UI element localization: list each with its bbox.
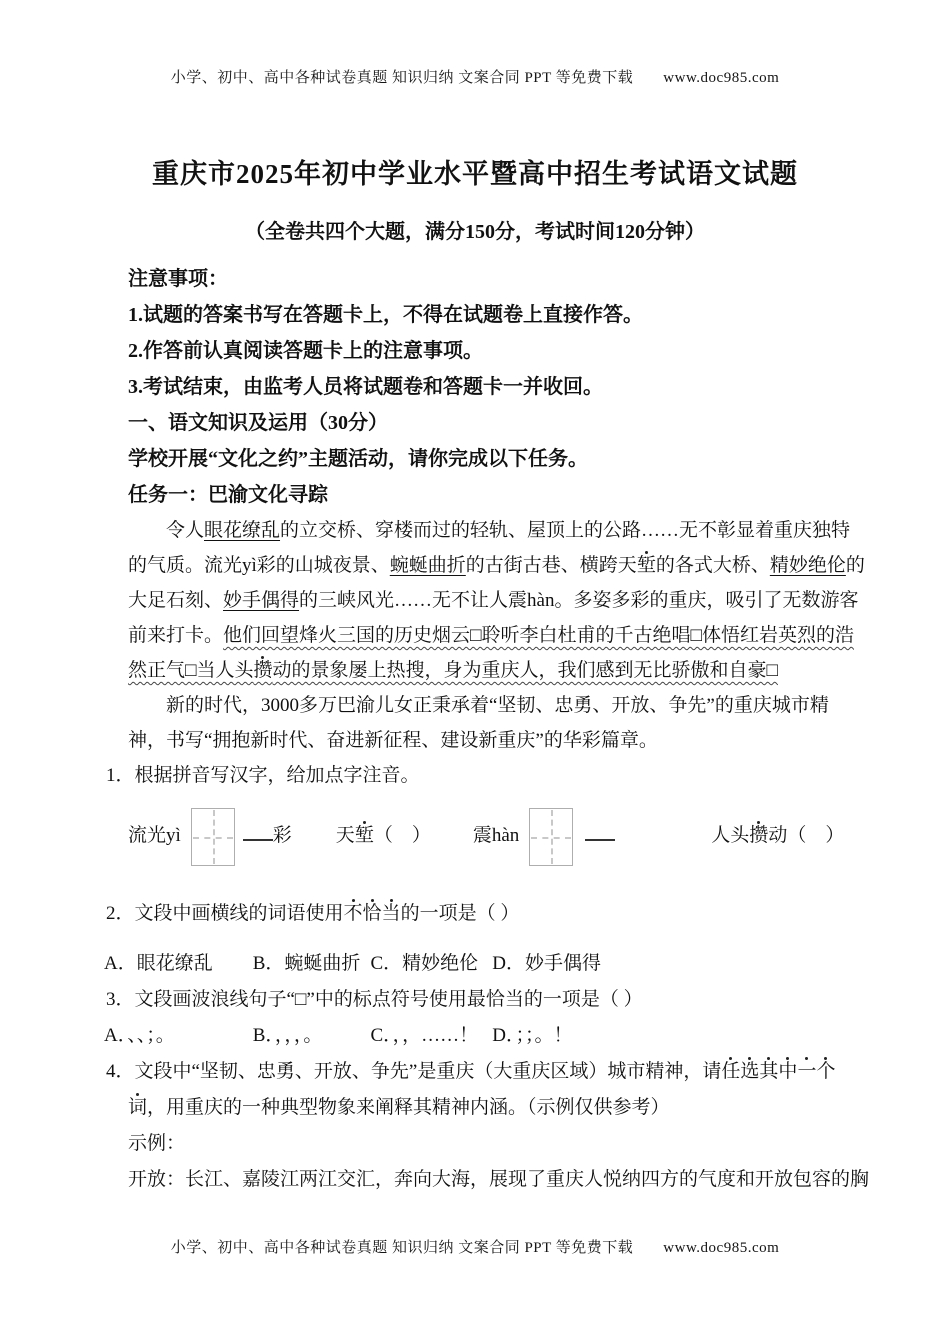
text-segment: 震hàn: [472, 825, 520, 846]
answer-blank: [243, 836, 273, 841]
text-segment: 堑: [354, 825, 374, 846]
section1-intro: 学校开展“文化之约”主题活动，请你完成以下任务。: [128, 448, 588, 470]
text-segment: 的古街古巷、横跨天: [465, 555, 637, 576]
text-segment: 然正气□当人头: [128, 660, 254, 681]
notice-item-1: 1.试题的答案书写在答题卡上，不得在试题卷上直接作答。: [128, 304, 643, 326]
exam-subtitle: （全卷共四个大题，满分150分，考试时间120分钟）: [245, 221, 705, 243]
text-segment: 他们回望烽火三国的历史烟云□聆听李白杜甫的千古绝唱□体悟红岩英烈的浩: [223, 625, 854, 646]
footer-site-url[interactable]: www.doc985.com: [663, 1240, 780, 1256]
question-4-example-text: 开放：长江、嘉陵江两江交汇，奔向大海，展现了重庆人悦纳四方的气度和开放包容的胸: [128, 1169, 870, 1190]
footer-tagline: 小学、初中、高中各种试卷真题 知识归纳 文案合同 PPT 等免费下载: [170, 1240, 634, 1256]
text-segment: 堑: [636, 555, 656, 576]
text-segment: 神，书写“拥抱新时代、奋进新征程、建设新重庆”的华彩篇章。: [128, 730, 658, 751]
passage-line: [128, 583, 859, 618]
text-segment: 的一项是（ ）: [400, 903, 520, 924]
text-segment: 的三峡风光……无不让人震hàn。多姿多彩的重庆，吸引了无数游客: [299, 590, 859, 611]
notice-heading: 注意事项：: [128, 268, 228, 290]
text-segment: 的气质。流光yì彩的山城夜景、: [128, 555, 390, 576]
section1-heading: 一、语文知识及运用（30分）: [128, 412, 388, 434]
text-segment: 人头: [711, 825, 750, 846]
text-segment: 流光yì: [128, 825, 181, 846]
notice-item-2: 2.作答前认真阅读答题卡上的注意事项。: [128, 340, 483, 362]
text-segment: （ ）: [373, 825, 431, 846]
text-segment: 令人: [166, 520, 205, 541]
writing-grid-box: [191, 808, 235, 866]
passage-line: [128, 653, 822, 688]
q2-option-d: D．妙手偶得: [492, 953, 601, 974]
text-segment: 4．文段中“坚韧、忠勇、开放、争先”是重庆（大重庆区域）城市精神，请: [106, 1061, 722, 1082]
text-segment: ，用重庆的一种典型物象来阐释其精神内涵。（示例仅供参考）: [147, 1097, 670, 1118]
text-segment: 大足石刻、: [128, 590, 224, 611]
passage-line: [128, 548, 865, 583]
text-segment: 动（ ）: [768, 825, 845, 846]
q3-option-d: D．；；。！: [492, 1025, 573, 1046]
task1-heading: 任务一：巴渝文化寻踪: [128, 484, 328, 506]
text-segment: 3．文段画波浪线句子“□”中的标点符号使用最恰当的一项是（ ）: [106, 989, 643, 1010]
page-footer: [0, 1236, 950, 1257]
question-3-options: [104, 1018, 822, 1054]
q3-option-b: B．，，，。: [252, 1025, 323, 1046]
text-segment: 天: [335, 825, 355, 846]
answer-blank: [585, 836, 615, 841]
text-segment: 的各式大桥、: [655, 555, 770, 576]
text-segment: 词: [128, 1097, 148, 1118]
text-segment: 2．文段中画横线的词语使用: [106, 903, 344, 924]
text-segment: 攒: [253, 660, 273, 681]
passage-line: [128, 513, 851, 548]
question-4-example-label: 示例：: [128, 1133, 186, 1154]
text-segment: 精妙绝伦: [769, 555, 846, 576]
question-2-stem: [106, 896, 822, 932]
q2-option-b: B．蜿蜒曲折: [252, 953, 361, 974]
q3-option-c: C．，，……！: [370, 1025, 479, 1046]
reading-passage-para1: [128, 513, 865, 688]
passage-line: [128, 688, 829, 723]
notice-item-3: 3.考试结束，由监考人员将试题卷和答题卡一并收回。: [128, 376, 603, 398]
text-segment: 彩: [272, 825, 292, 846]
question-1-answer-row: [128, 794, 845, 878]
header-tagline: 小学、初中、高中各种试卷真题 知识归纳 文案合同 PPT 等免费下载: [170, 70, 634, 86]
question-4-stem-line2: [128, 1090, 822, 1126]
question-2-options: [104, 946, 822, 982]
question-4-stem-line1: [106, 1054, 836, 1090]
passage-line: [128, 723, 822, 758]
text-segment: 新的时代，3000多万巴渝儿女正秉承着“坚韧、忠勇、开放、争先”的重庆城市精: [166, 695, 829, 716]
passage-line: [128, 618, 854, 653]
text-segment: 前来打卡。: [128, 625, 224, 646]
q2-option-a: A．眼花缭乱: [104, 953, 213, 974]
text-segment: 妙手偶得: [223, 590, 300, 611]
text-segment: 的: [845, 555, 865, 576]
q2-option-c: C．精妙绝伦: [370, 953, 479, 974]
page-header: [0, 0, 950, 87]
text-segment: 攒: [749, 825, 769, 846]
text-segment: 的立交桥、穿楼而过的轻轨、屋顶上的公路……无不彰显着重庆独特: [280, 520, 851, 541]
reading-passage-para2: [128, 688, 829, 758]
header-site-url[interactable]: www.doc985.com: [663, 70, 780, 86]
text-segment: 眼花缭乱: [204, 520, 281, 541]
exam-title: 重庆市2025年初中学业水平暨高中招生考试语文试题: [152, 159, 798, 189]
q3-option-a: A．、、；。: [104, 1025, 175, 1046]
writing-grid-box: [529, 808, 573, 866]
question-3-stem: [106, 982, 822, 1018]
text-segment: 动的景象屡上热搜，身为重庆人，我们感到无比骄傲和自豪□: [272, 660, 778, 681]
text-segment: 不恰当: [343, 903, 401, 924]
question-1-stem: 1．根据拼音写汉字，给加点字注音。: [106, 765, 420, 786]
text-segment: 蜿蜒曲折: [389, 555, 466, 576]
text-segment: 任选其中一个: [721, 1061, 836, 1082]
